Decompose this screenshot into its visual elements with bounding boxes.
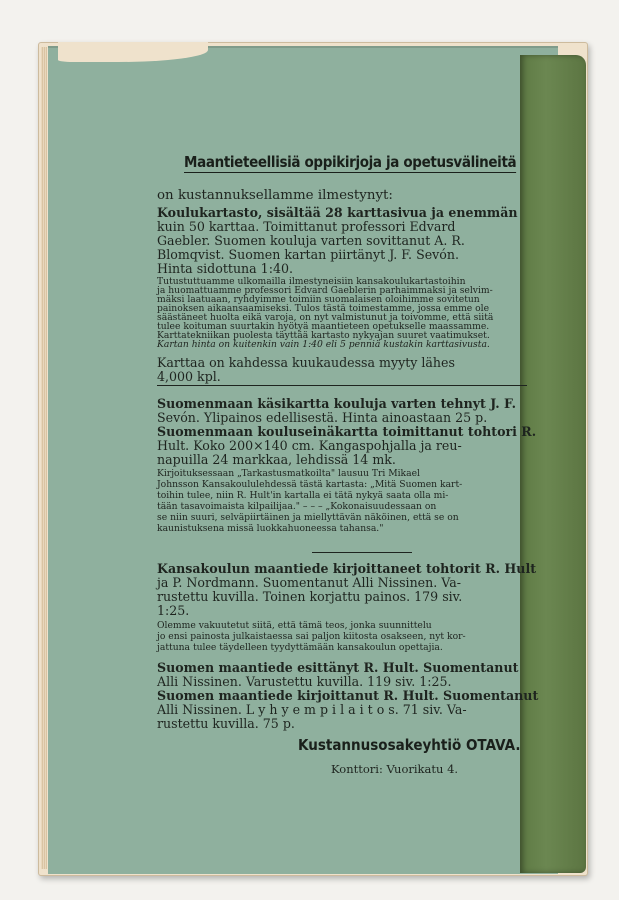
note-line: ja huomattuamme professori Edvard Gaeblerin parhaimmaksi ja selvim- (157, 285, 493, 296)
kansakoulun-maantiede-entry (157, 562, 537, 618)
suomen-maantiede-entries (157, 661, 537, 731)
kansakoulun-maantiede-note (157, 621, 537, 654)
divider (157, 385, 527, 386)
publisher-name: Kustannusosakeyhtiö OTAVA. (298, 736, 521, 754)
note-line: tulee koituman suurtakin hyötyä maantieteen opetukselle maassamme. (157, 321, 490, 332)
note-line: Johnsson Kansakoululehdessä tästä kartasta: „Mitä Suomen kart- (157, 479, 463, 490)
entry-line: Suomenmaan kouluseinäkartta toimittanut tohtori R. (157, 424, 537, 439)
note-line: jo ensi painosta julkaistaessa sai paljon kiitosta osakseen, nyt kor- (157, 631, 466, 642)
koulukartasto-sales (157, 356, 537, 384)
entry-line: Alli Nissinen. Varustettu kuvilla. 119 siv. 1:25. (157, 674, 452, 689)
note-line: se niin suuri, selväpiirtäinen ja miellyttävän näköinen, että se on (157, 512, 459, 523)
entry-line: kuin 50 karttaa. Toimittanut professori Edvard (157, 219, 456, 234)
note-line: mäksi laatuaan, ryhdyimme toimiin suomalaisen oloihimme sovitetun (157, 294, 480, 305)
entry-line: ja P. Nordmann. Suomentanut Alli Nissinen. Va- (157, 575, 461, 590)
entry-line: Karttaa on kahdessa kuukaudessa myyty lähes (157, 355, 455, 370)
note-line: Karttatekniikan puolesta täyttää kartasto nykyajan suuret vaatimukset. (157, 330, 490, 341)
koulukartasto-entry (157, 206, 537, 276)
entry-line: Suomenmaan käsikartta kouluja varten tehnyt J. F. (157, 396, 517, 411)
note-line: jattuna tulee täydelleen tyydyttämään kansakoulun opettajia. (157, 642, 443, 653)
entry-line: napuilla 24 markkaa, lehdissä 14 mk. (157, 452, 396, 467)
note-line: säästäneet huolta eikä varoja, on nyt valmistunut ja toivomme, että siitä (157, 312, 494, 323)
subtitle: on kustannuksellamme ilmestynyt: (157, 188, 393, 203)
entry-line: Hult. Koko 200×140 cm. Kangaspohjalla ja reu- (157, 438, 462, 453)
note-line: Tutustuttuamme ulkomailla ilmestyneisiin kansakoulukartastoihin (157, 276, 466, 287)
entry-line: Sevón. Ylipainos edellisestä. Hinta ainoastaan 25 p. (157, 410, 488, 425)
entry-line: Koulukartasto, sisältää 28 karttasivua ja enemmän (157, 205, 518, 220)
page-title: Maantieteellisiä oppikirjoja ja opetusvälineitä (184, 153, 517, 171)
kouluseinakartta-note (157, 469, 537, 535)
note-line: kaunistuksena missä luokkahuoneessa tahansa." (157, 523, 384, 534)
note-line: tään tasavoimaista kilpailijaa." – – – „Kokonaisuudessaan on (157, 501, 437, 512)
divider (312, 552, 412, 553)
note-line: Olemme vakuutetut siitä, että tämä teos, jonka suunnittelu (157, 620, 432, 631)
entry-line: rustettu kuvilla. Toinen korjattu painos. 179 siv. (157, 589, 463, 604)
entry-line: 4,000 kpl. (157, 369, 221, 384)
kasikartta-entry (157, 397, 537, 467)
note-line: Kartan hinta on kuitenkin vain 1:40 eli 5 penniä kustakin karttasivusta. (157, 339, 490, 350)
note-line: toihin tulee, niin R. Hult'in kartalla ei tätä nykyä saata olla mi- (157, 490, 449, 501)
entry-line: Gaebler. Suomen kouluja varten sovittanut A. R. (157, 233, 465, 248)
entry-line: Blomqvist. Suomen kartan piirtänyt J. F. Sevón. (157, 247, 459, 262)
note-line: painoksen aikaansaamiseksi. Tulos tästä toimestamme, jossa emme ole (157, 303, 490, 314)
entry-line: Alli Nissinen. L y h y e m p i l a i t o s. 71 siv. Va- (157, 702, 467, 717)
entry-line: Kansakoulun maantiede kirjoittaneet tohtorit R. Hult (157, 561, 537, 576)
entry-line: Hinta sidottuna 1:40. (157, 261, 293, 276)
koulukartasto-note (157, 277, 537, 349)
office-address: Konttori: Vuorikatu 4. (331, 762, 459, 776)
entry-line: 1:25. (157, 603, 190, 618)
note-line: Kirjoituksessaan „Tarkastusmatkoilta" lausuu Tri Mikael (157, 468, 420, 479)
entry-line: Suomen maantiede esittänyt R. Hult. Suomentanut (157, 660, 519, 675)
entry-line: Suomen maantiede kirjoittanut R. Hult. Suomentanut (157, 688, 539, 703)
entry-line: rustettu kuvilla. 75 p. (157, 716, 295, 731)
